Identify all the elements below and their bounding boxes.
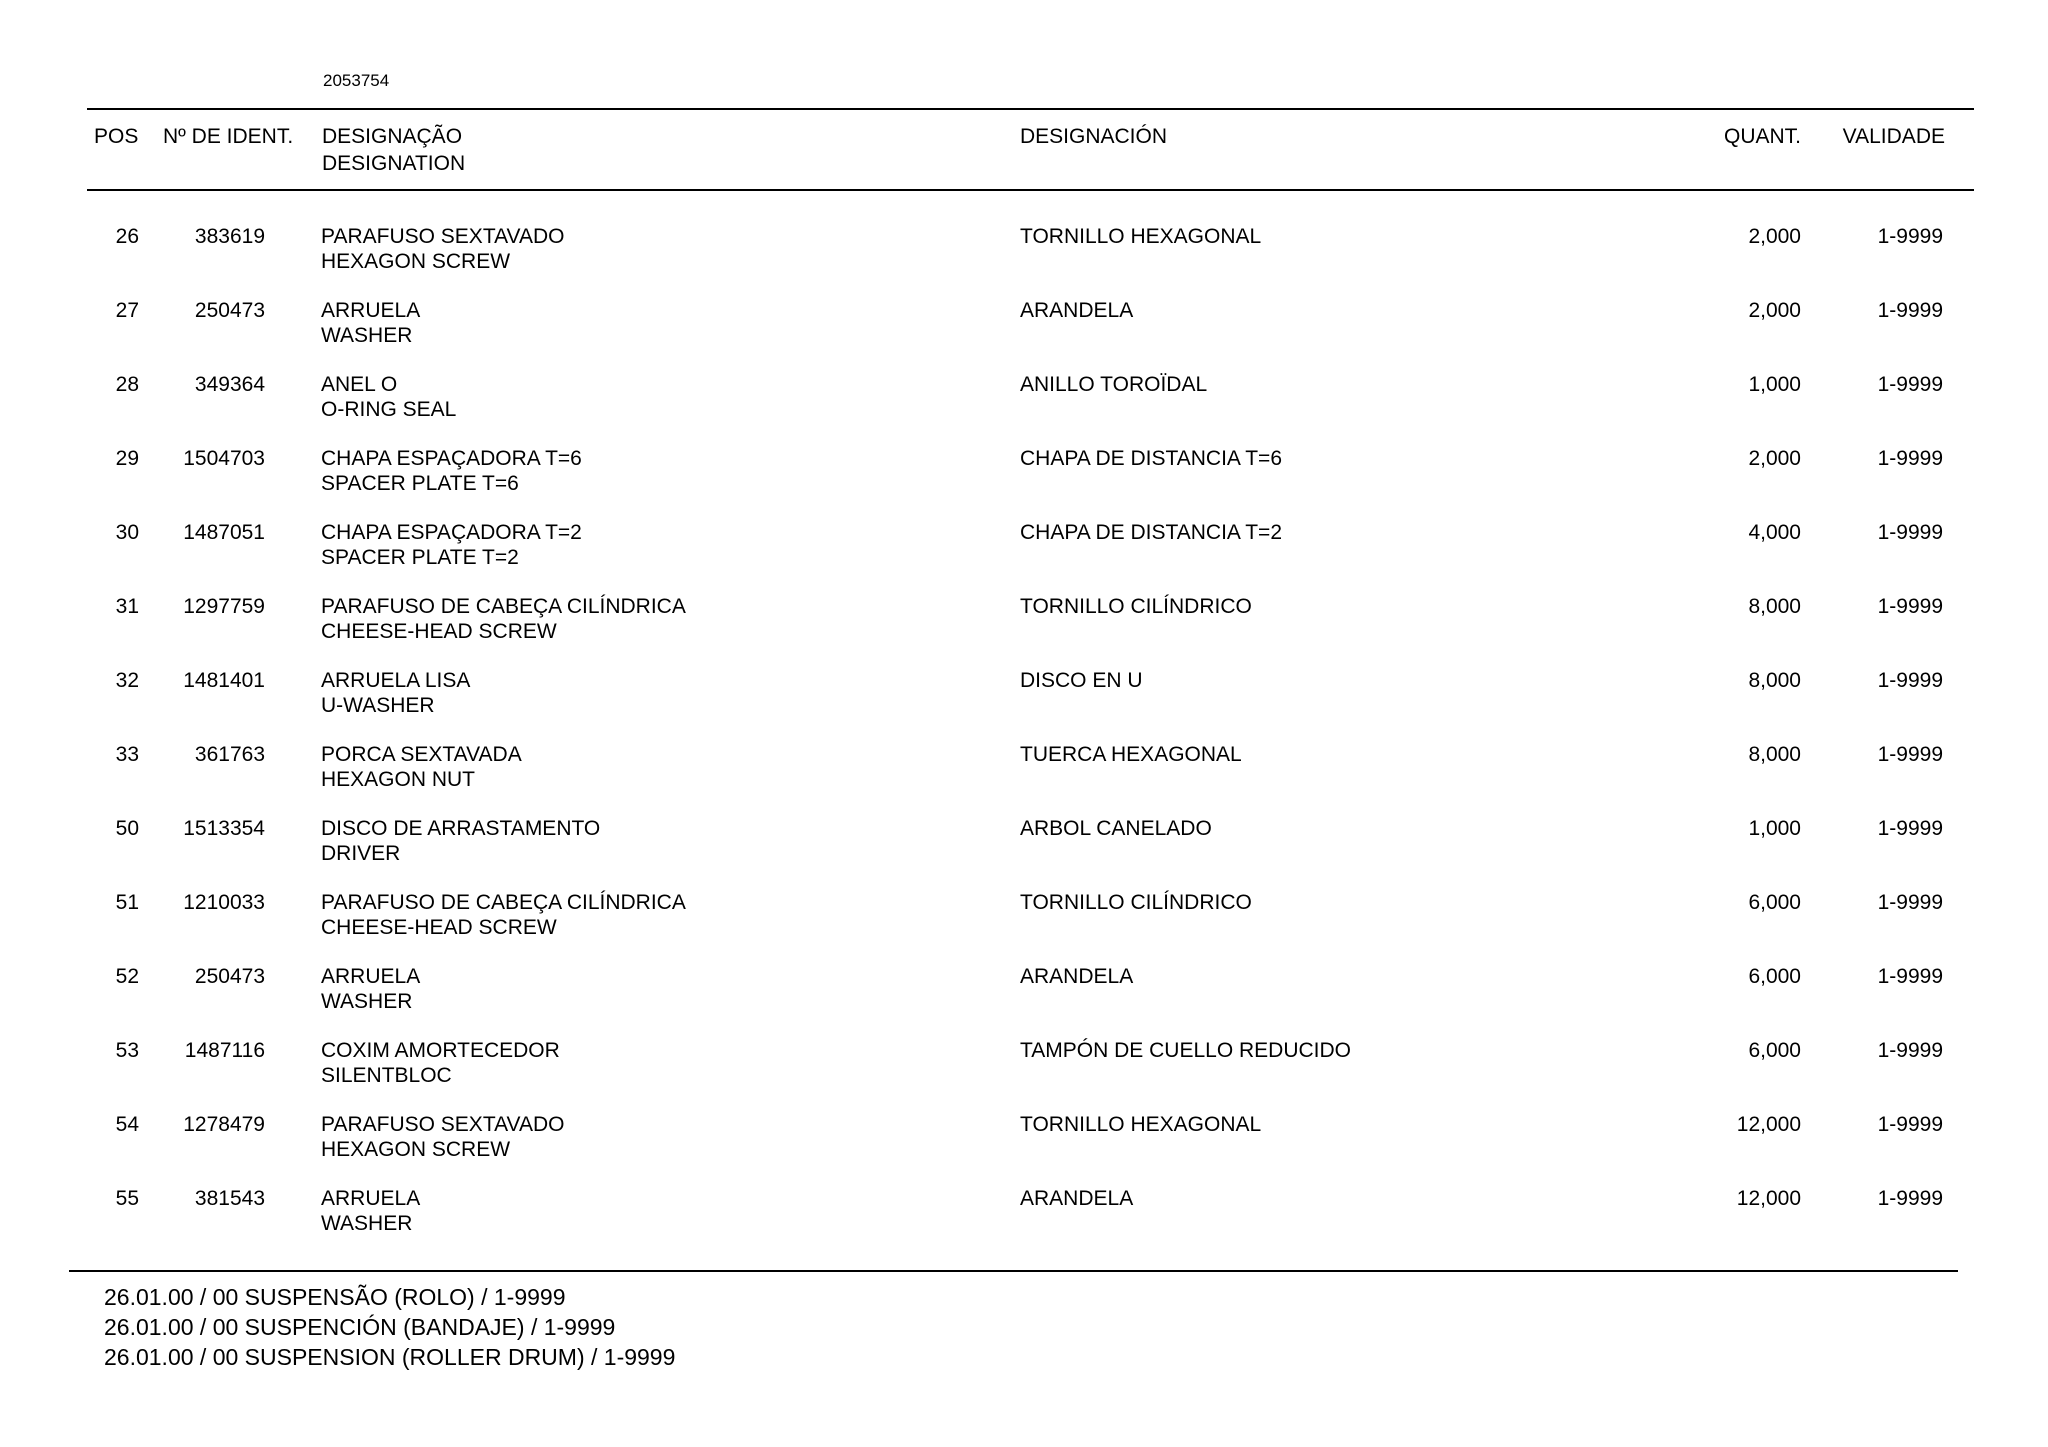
table-row — [0, 668, 2048, 742]
row-quant: 2,000 — [1748, 225, 1801, 248]
row-ident: 1504703 — [183, 447, 265, 470]
row-validade: 1-9999 — [1877, 595, 1943, 618]
row-validade: 1-9999 — [1877, 521, 1943, 544]
row-designation-en: DRIVER — [321, 842, 401, 865]
row-ident: 381543 — [194, 1187, 265, 1210]
top-rule — [87, 108, 1974, 110]
table-row — [0, 594, 2048, 668]
row-designacao: DISCO DE ARRASTAMENTO — [321, 817, 601, 840]
row-designation — [321, 372, 456, 422]
header-validade: VALIDADE — [1842, 125, 1945, 148]
row-ident: 250473 — [194, 299, 265, 322]
row-designation — [321, 1038, 560, 1088]
row-ident: 1278479 — [183, 1113, 265, 1136]
row-ident: 1487051 — [183, 521, 265, 544]
row-designation-en: CHEESE-HEAD SCREW — [321, 916, 557, 939]
header-designation-en: DESIGNATION — [322, 152, 466, 175]
table-row — [0, 816, 2048, 890]
row-designation — [321, 298, 420, 348]
row-designacao: PORCA SEXTAVADA — [321, 743, 522, 766]
row-designacao: ANEL O — [321, 373, 398, 396]
row-quant: 2,000 — [1748, 447, 1801, 470]
row-ident: 1297759 — [183, 595, 265, 618]
row-pos: 30 — [115, 521, 139, 544]
row-validade: 1-9999 — [1877, 743, 1943, 766]
row-ident: 1210033 — [183, 891, 265, 914]
row-quant: 6,000 — [1748, 965, 1801, 988]
row-quant: 2,000 — [1748, 299, 1801, 322]
row-designacao: CHAPA ESPAÇADORA T=6 — [321, 447, 582, 470]
row-designacao: PARAFUSO DE CABEÇA CILÍNDRICA — [321, 595, 686, 618]
row-pos: 28 — [115, 373, 139, 396]
header-pos: POS — [94, 125, 139, 148]
row-pos: 50 — [115, 817, 139, 840]
table-row — [0, 446, 2048, 520]
row-quant: 1,000 — [1748, 817, 1801, 840]
row-pos: 27 — [115, 299, 139, 322]
row-ident: 349364 — [194, 373, 265, 396]
row-designacao: ARRUELA — [321, 299, 421, 322]
row-designation — [321, 1186, 420, 1236]
row-designation — [321, 964, 420, 1014]
row-validade: 1-9999 — [1877, 891, 1943, 914]
row-validade: 1-9999 — [1877, 1187, 1943, 1210]
row-designation-en: U-WASHER — [321, 694, 435, 717]
row-quant: 8,000 — [1748, 595, 1801, 618]
footer-line-en: 26.01.00 / 00 SUSPENSION (ROLLER DRUM) / 1-9999 — [104, 1344, 676, 1370]
table-row — [0, 1186, 2048, 1260]
document-id: 2053754 — [323, 71, 390, 90]
row-designacion: ARANDELA — [1020, 1187, 1134, 1210]
row-designacion: TORNILLO HEXAGONAL — [1020, 1113, 1262, 1136]
row-designation-en: HEXAGON SCREW — [321, 250, 511, 273]
header-rule — [87, 189, 1974, 191]
row-designacion: ARBOL CANELADO — [1020, 817, 1212, 840]
row-quant: 8,000 — [1748, 743, 1801, 766]
row-designation-en: WASHER — [321, 990, 413, 1013]
row-designacao: COXIM AMORTECEDOR — [321, 1039, 560, 1062]
row-designation — [321, 890, 686, 940]
row-designacion: DISCO EN U — [1020, 669, 1143, 692]
row-validade: 1-9999 — [1877, 965, 1943, 988]
row-ident: 1513354 — [183, 817, 265, 840]
row-designacion: CHAPA DE DISTANCIA T=6 — [1020, 447, 1282, 470]
row-pos: 53 — [115, 1039, 139, 1062]
row-ident: 1487116 — [184, 1039, 265, 1062]
row-designacao: PARAFUSO DE CABEÇA CILÍNDRICA — [321, 891, 686, 914]
row-designation-en: CHEESE-HEAD SCREW — [321, 620, 557, 643]
row-designacion: ARANDELA — [1020, 965, 1134, 988]
row-pos: 32 — [115, 669, 139, 692]
table-row — [0, 964, 2048, 1038]
row-designation-en: SPACER PLATE T=6 — [321, 472, 519, 495]
row-designacion: TAMPÓN DE CUELLO REDUCIDO — [1020, 1039, 1351, 1062]
row-designation — [321, 742, 522, 792]
footer-line-pt: 26.01.00 / 00 SUSPENSÃO (ROLO) / 1-9999 — [104, 1284, 566, 1310]
header-quant: QUANT. — [1723, 125, 1801, 148]
row-pos: 31 — [115, 595, 139, 618]
row-designacao: PARAFUSO SEXTAVADO — [321, 1113, 565, 1136]
row-designation-en: SPACER PLATE T=2 — [321, 546, 519, 569]
parts-table — [0, 224, 2048, 1260]
row-designacion: ARANDELA — [1020, 299, 1134, 322]
row-validade: 1-9999 — [1877, 373, 1943, 396]
row-validade: 1-9999 — [1877, 1039, 1943, 1062]
row-designation — [321, 520, 582, 570]
row-validade: 1-9999 — [1877, 669, 1943, 692]
row-pos: 26 — [115, 225, 139, 248]
row-pos: 29 — [115, 447, 139, 470]
row-validade: 1-9999 — [1877, 1113, 1943, 1136]
row-designacion: ANILLO TOROÏDAL — [1020, 373, 1208, 396]
row-designacion: TUERCA HEXAGONAL — [1020, 743, 1242, 766]
row-designation-en: WASHER — [321, 1212, 413, 1235]
row-quant: 6,000 — [1748, 891, 1801, 914]
row-designation — [321, 224, 565, 274]
row-designation — [321, 668, 470, 718]
row-designacao: PARAFUSO SEXTAVADO — [321, 225, 565, 248]
row-quant: 4,000 — [1748, 521, 1801, 544]
footer-line-es: 26.01.00 / 00 SUSPENCIÓN (BANDAJE) / 1-9999 — [104, 1314, 616, 1340]
row-designacion: TORNILLO HEXAGONAL — [1020, 225, 1262, 248]
assembly-footer — [104, 1282, 675, 1372]
row-designation-en: HEXAGON NUT — [321, 768, 476, 791]
row-quant: 8,000 — [1748, 669, 1801, 692]
bottom-rule — [69, 1270, 1958, 1272]
row-pos: 33 — [115, 743, 139, 766]
row-quant: 6,000 — [1748, 1039, 1801, 1062]
row-validade: 1-9999 — [1877, 225, 1943, 248]
row-designation-en: HEXAGON SCREW — [321, 1138, 511, 1161]
table-row — [0, 1038, 2048, 1112]
table-row — [0, 1112, 2048, 1186]
row-designacao: ARRUELA LISA — [321, 669, 471, 692]
header-designation — [322, 123, 465, 177]
row-designation-en: SILENTBLOC — [321, 1064, 452, 1087]
table-row — [0, 742, 2048, 816]
row-ident: 1481401 — [183, 669, 265, 692]
header-designacao: DESIGNAÇÃO — [322, 125, 463, 148]
row-validade: 1-9999 — [1877, 447, 1943, 470]
row-designacion: TORNILLO CILÍNDRICO — [1020, 891, 1252, 914]
row-validade: 1-9999 — [1877, 299, 1943, 322]
row-designacion: TORNILLO CILÍNDRICO — [1020, 595, 1252, 618]
row-ident: 383619 — [194, 225, 265, 248]
row-designation — [321, 1112, 565, 1162]
header-ident: Nº DE IDENT. — [163, 125, 294, 148]
row-pos: 52 — [115, 965, 139, 988]
header-designacion: DESIGNACIÓN — [1020, 125, 1168, 148]
row-ident: 361763 — [194, 743, 265, 766]
table-row — [0, 298, 2048, 372]
row-pos: 54 — [115, 1113, 139, 1136]
row-designation — [321, 816, 600, 866]
row-designacao: CHAPA ESPAÇADORA T=2 — [321, 521, 582, 544]
row-designation — [321, 594, 686, 644]
table-row — [0, 224, 2048, 298]
row-designacion: CHAPA DE DISTANCIA T=2 — [1020, 521, 1282, 544]
row-designation-en: O-RING SEAL — [321, 398, 457, 421]
row-pos: 51 — [115, 891, 139, 914]
row-designation-en: WASHER — [321, 324, 413, 347]
table-row — [0, 372, 2048, 446]
table-row — [0, 520, 2048, 594]
row-designacao: ARRUELA — [321, 965, 421, 988]
row-quant: 12,000 — [1736, 1187, 1801, 1210]
row-quant: 12,000 — [1736, 1113, 1801, 1136]
row-validade: 1-9999 — [1877, 817, 1943, 840]
row-ident: 250473 — [194, 965, 265, 988]
row-quant: 1,000 — [1748, 373, 1801, 396]
table-row — [0, 890, 2048, 964]
row-pos: 55 — [115, 1187, 139, 1210]
row-designation — [321, 446, 582, 496]
row-designacao: ARRUELA — [321, 1187, 421, 1210]
